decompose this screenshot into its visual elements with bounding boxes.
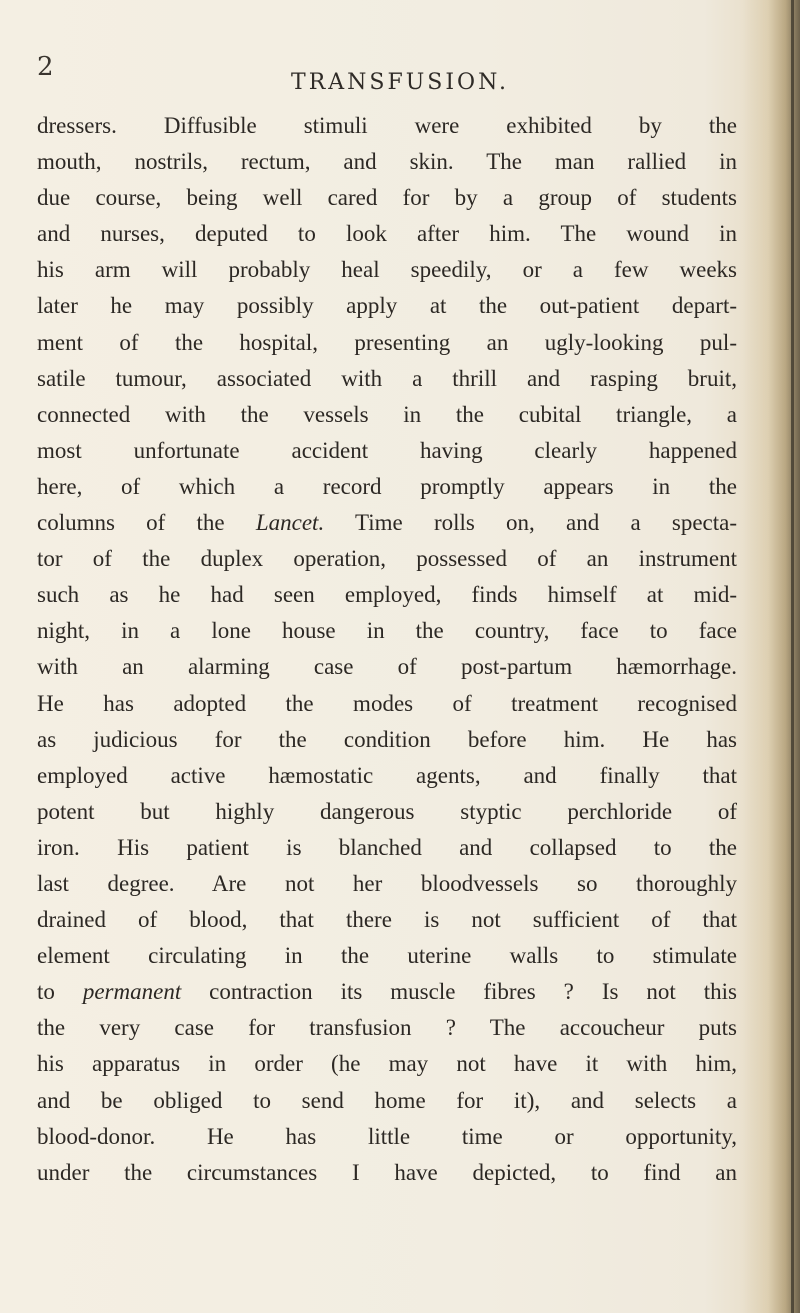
text-line: connected with the vessels in the cubital triangle, a	[37, 401, 737, 427]
text-line: night, in a lone house in the country, face to face	[37, 618, 737, 644]
text-line: under the circumstances I have depicted, to find an	[37, 1159, 737, 1185]
text-line: iron. His patient is blanched and collapsed to the	[37, 834, 737, 860]
text-line: He has adopted the modes of treatment recognised	[37, 690, 737, 716]
text-line: last degree. Are not her bloodvessels so thoroughly	[37, 870, 737, 896]
text-line: due course, being well cared for by a group of students	[37, 185, 737, 211]
text-line: later he may possibly apply at the out-patient depart-	[37, 293, 737, 319]
italic-emphasis: permanent	[82, 979, 182, 1005]
text-line: tor of the duplex operation, possessed of an instrument	[37, 546, 737, 572]
text-line: to permanent contraction its muscle fibres ? Is not this	[37, 979, 737, 1005]
text-line: employed active hæmostatic agents, and finally that	[37, 762, 737, 788]
text-line: the very case for transfusion ? The accoucheur puts	[37, 1015, 737, 1041]
text-line: satile tumour, associated with a thrill and rasping bruit,	[37, 365, 737, 391]
page-binding-edge	[791, 0, 794, 1313]
italic-journal-title: Lancet.	[255, 510, 325, 536]
text-line: columns of the Lancet. Time rolls on, and a specta-	[37, 510, 737, 536]
text-line: here, of which a record promptly appears in the	[37, 473, 737, 499]
text-line: and be obliged to send home for it), and selects a	[37, 1087, 737, 1113]
body-text	[37, 108, 737, 1191]
text-line: mouth, nostrils, rectum, and skin. The man rallied in	[37, 149, 737, 175]
text-line: most unfortunate accident having clearly happened	[37, 437, 737, 463]
page-number: 2	[37, 52, 55, 82]
text-line: such as he had seen employed, finds himself at mid-	[37, 582, 737, 608]
text-line: his arm will probably heal speedily, or a few weeks	[37, 257, 737, 283]
text-line: and nurses, deputed to look after him. The wound in	[37, 221, 737, 247]
text-line: with an alarming case of post-partum hæmorrhage.	[37, 654, 737, 680]
text-line: element circulating in the uterine walls to stimulate	[37, 943, 737, 969]
text-line: his apparatus in order (he may not have it with him,	[37, 1051, 737, 1077]
running-title: TRANSFUSION.	[291, 70, 509, 95]
text-line: ment of the hospital, presenting an ugly-looking pul-	[37, 329, 737, 355]
text-line: blood-donor. He has little time or opportunity,	[37, 1123, 737, 1149]
text-line: drained of blood, that there is not sufficient of that	[37, 907, 737, 933]
text-line: potent but highly dangerous styptic perchloride of	[37, 798, 737, 824]
text-line: as judicious for the condition before him. He has	[37, 726, 737, 752]
text-line: dressers. Diffusible stimuli were exhibited by the	[37, 113, 737, 138]
